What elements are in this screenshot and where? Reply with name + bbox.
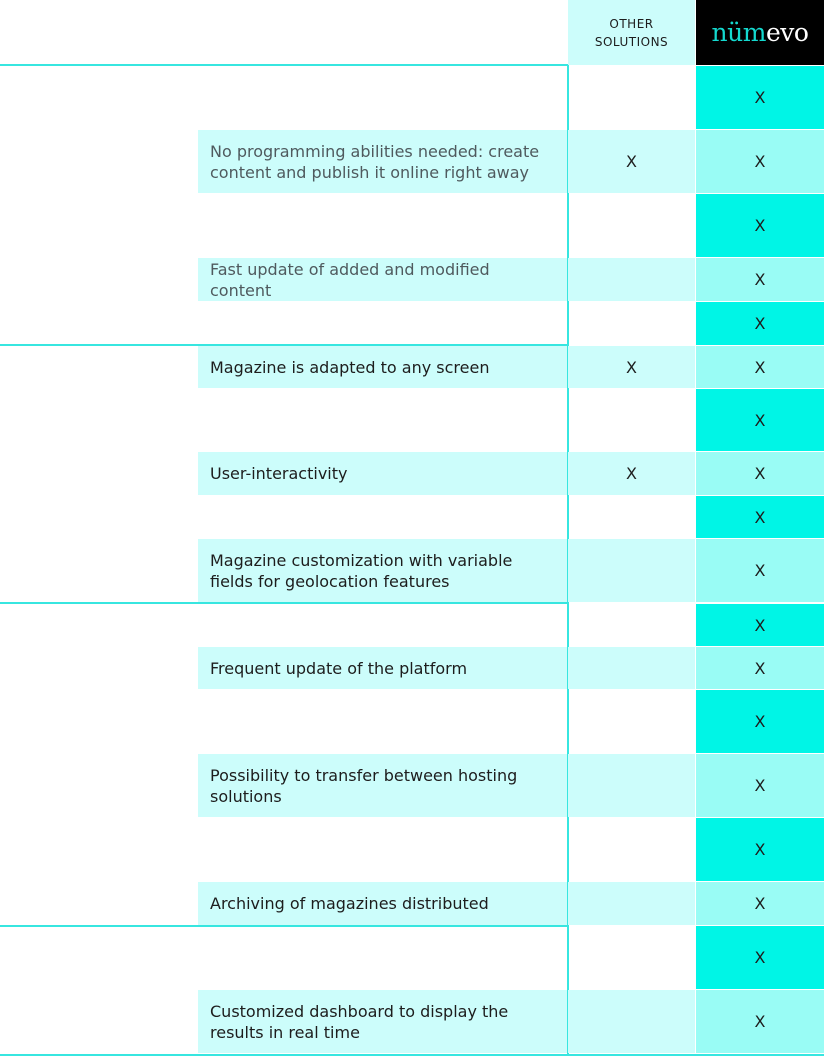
other-solutions-cell (568, 647, 695, 689)
numeevo-cell: X (696, 818, 824, 881)
table-row (0, 302, 824, 345)
table-row (0, 496, 824, 538)
numeevo-logo-part2: evo (765, 18, 809, 47)
numeevo-cell: X (696, 647, 824, 689)
table-row (0, 818, 824, 881)
feature-label: Frequent update of the platform (198, 647, 567, 689)
table-row (0, 990, 824, 1053)
numeevo-cell: X (696, 539, 824, 602)
table-row (0, 754, 824, 817)
other-solutions-cell (568, 882, 695, 925)
numeevo-cell: X (696, 346, 824, 388)
other-solutions-header-line1: OTHER (609, 16, 654, 31)
numeevo-cell: X (696, 302, 824, 345)
feature-label: Possibility to transfer between hosting solutions (198, 754, 567, 817)
numeevo-cell: X (696, 258, 824, 301)
feature-label: Archiving of magazines distributed (198, 882, 567, 925)
group-divider (0, 64, 568, 66)
table-row (0, 66, 824, 129)
numeevo-cell: X (696, 754, 824, 817)
other-solutions-cell: X (568, 452, 695, 495)
numeevo-cell: X (696, 194, 824, 257)
feature-label: No programming abilities needed: create content and publish it online right away (198, 130, 567, 193)
other-solutions-header-line2: SOLUTIONS (594, 34, 669, 49)
table-row (0, 346, 824, 388)
numeevo-logo-part1: nüm (711, 18, 766, 47)
table-row (0, 130, 824, 193)
group-divider (0, 344, 568, 346)
table-row (0, 882, 824, 925)
numeevo-cell: X (696, 926, 824, 989)
feature-label: Magazine customization with variable fields for geolocation features (198, 539, 567, 602)
numeevo-cell: X (696, 66, 824, 129)
other-solutions-cell (568, 258, 695, 301)
table-bottom-border (0, 1054, 824, 1056)
other-solutions-header (568, 0, 695, 65)
numeevo-cell: X (696, 990, 824, 1053)
feature-label: Customized dashboard to display the results in real time (198, 990, 567, 1053)
numeevo-cell: X (696, 130, 824, 193)
numeevo-cell: X (696, 496, 824, 538)
table-row (0, 389, 824, 451)
numeevo-cell: X (696, 389, 824, 451)
other-solutions-cell: X (568, 130, 695, 193)
group-divider (0, 602, 568, 604)
table-row (0, 647, 824, 689)
numeevo-cell: X (696, 690, 824, 753)
numeevo-cell: X (696, 604, 824, 646)
table-row (0, 690, 824, 753)
other-solutions-cell: X (568, 346, 695, 388)
feature-label: Fast update of added and modified content (198, 258, 567, 301)
table-row (0, 258, 824, 301)
feature-label: User-interactivity (198, 452, 567, 495)
table-row (0, 926, 824, 989)
numeevo-cell: X (696, 882, 824, 925)
feature-label: Magazine is adapted to any screen (198, 346, 567, 388)
table-row (0, 604, 824, 646)
other-solutions-cell (568, 990, 695, 1053)
table-row (0, 452, 824, 495)
other-solutions-cell (568, 539, 695, 602)
group-divider (0, 925, 568, 927)
table-row (0, 539, 824, 602)
numeevo-logo (696, 0, 824, 65)
numeevo-cell: X (696, 452, 824, 495)
other-solutions-cell (568, 754, 695, 817)
table-row (0, 194, 824, 257)
